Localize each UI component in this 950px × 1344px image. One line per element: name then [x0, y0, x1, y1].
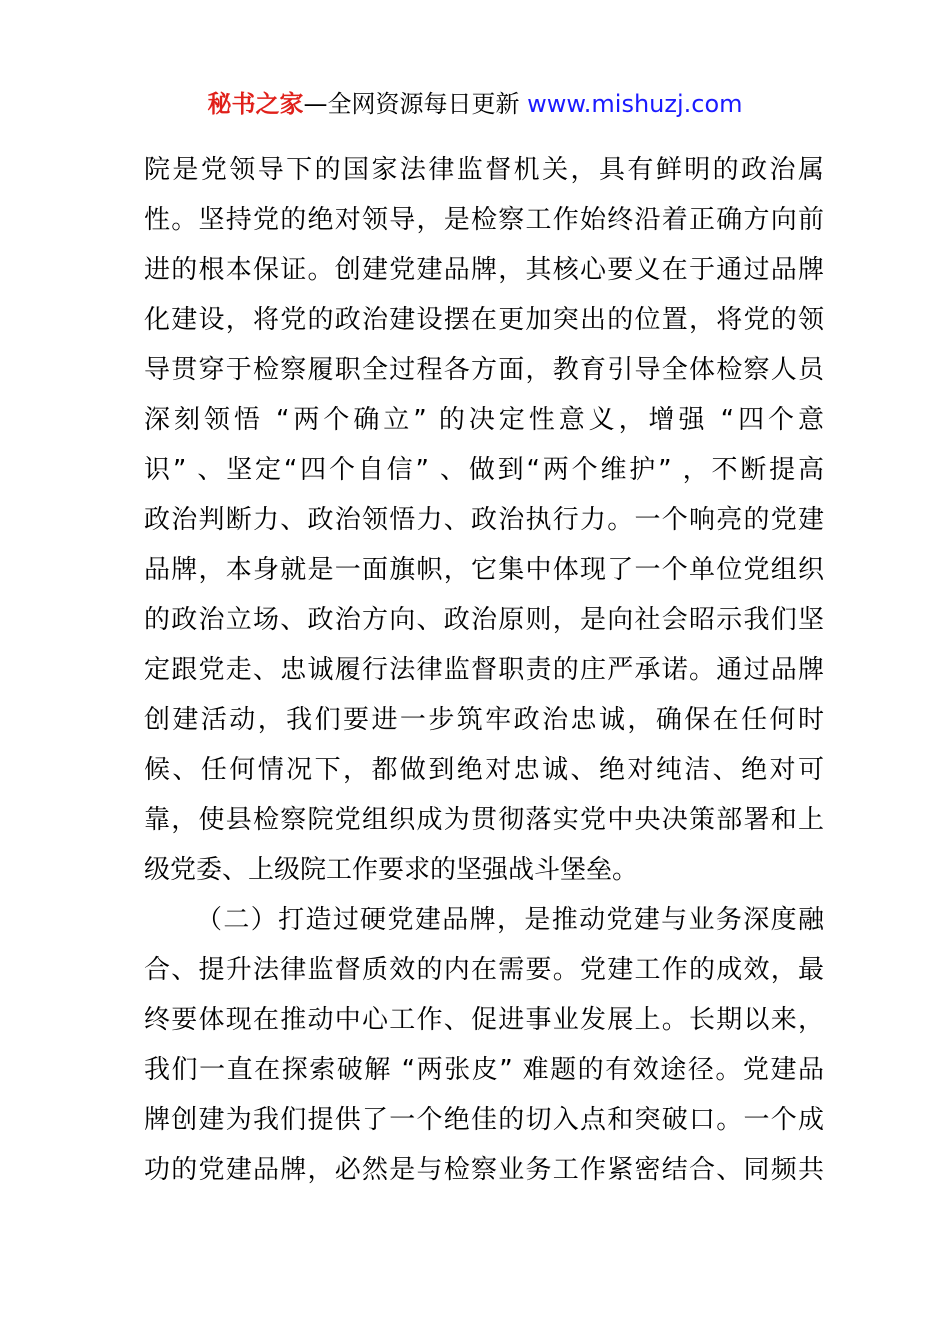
text-line: 候、任何情况下，都做到绝对忠诚、绝对纯洁、绝对可: [144, 755, 824, 785]
page-header: [0, 86, 950, 122]
text-line: 的政治立场、政治方向、政治原则，是向社会昭示我们坚: [144, 605, 824, 635]
text-line: 识” 、坚定“四个自信” 、做到“两个维护” ，不断提高: [144, 455, 824, 485]
paragraph-start-line: （二）打造过硬党建品牌，是推动党建与业务深度融: [196, 905, 824, 935]
text-line: 牌创建为我们提供了一个绝佳的切入点和突破口。一个成: [144, 1105, 824, 1135]
text-line: 品牌，本身就是一面旗帜，它集中体现了一个单位党组织: [144, 555, 824, 585]
text-line: 导贯穿于检察履职全过程各方面，教育引导全体检察人员: [144, 355, 824, 385]
text-line: 靠，使县检察院党组织成为贯彻落实党中央决策部署和上: [144, 805, 824, 835]
text-line: 我们一直在探索破解 “两张皮” 难题的有效途径。党建品: [144, 1055, 824, 1085]
site-url-link[interactable]: www.mishuzj.com: [527, 90, 743, 118]
text-line: 定跟党走、忠诚履行法律监督职责的庄严承诺。通过品牌: [144, 655, 824, 685]
site-tagline: —全网资源每日更新: [303, 90, 520, 118]
text-line: 政治判断力、政治领悟力、政治执行力。一个响亮的党建: [144, 505, 824, 535]
text-line: 院是党领导下的国家法律监督机关，具有鲜明的政治属: [144, 155, 824, 185]
document-body: [144, 145, 824, 1195]
text-line: 合、提升法律监督质效的内在需要。党建工作的成效，最: [144, 955, 824, 985]
text-line: 化建设，将党的政治建设摆在更加突出的位置，将党的领: [144, 305, 824, 335]
text-line: 终要体现在推动中心工作、促进事业发展上。长期以来，: [144, 1005, 824, 1035]
text-line: 进的根本保证。创建党建品牌，其核心要义在于通过品牌: [144, 255, 824, 285]
text-line: 创建活动，我们要进一步筑牢政治忠诚，确保在任何时: [144, 705, 824, 735]
site-brand: 秘书之家: [207, 90, 304, 118]
text-line: 功的党建品牌，必然是与检察业务工作紧密结合、同频共: [144, 1155, 824, 1185]
text-line: 深刻领悟 “两个确立” 的决定性意义，增强 “四个意: [144, 405, 824, 435]
paragraph-end-line: 级党委、上级院工作要求的坚强战斗堡垒。: [144, 855, 639, 885]
text-line: 性。坚持党的绝对领导，是检察工作始终沿着正确方向前: [144, 205, 824, 235]
